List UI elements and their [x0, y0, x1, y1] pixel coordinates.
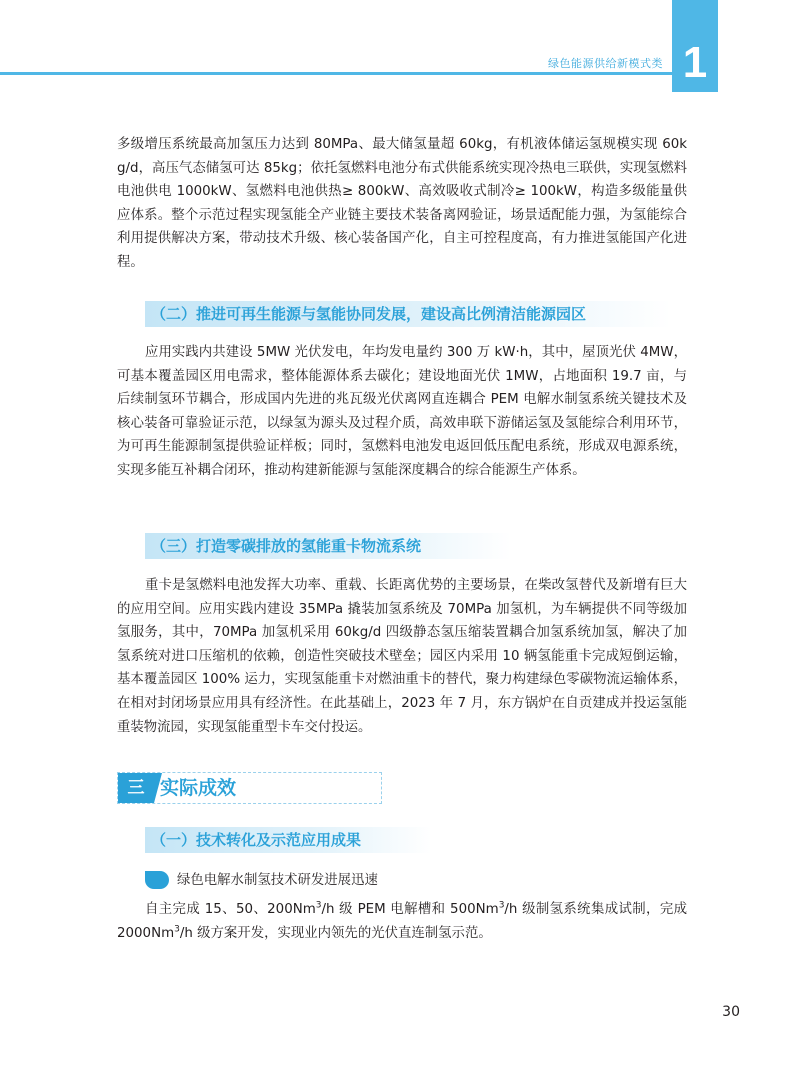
chapter-tab: [672, 0, 718, 92]
p4-sup-2: 3: [498, 900, 505, 911]
bullet-heading-text: 绿色电解水制氢技术研发进展迅速: [177, 873, 378, 888]
running-header: 绿色能源供给新模式类: [548, 57, 663, 70]
p4-text-a: 自主完成 15、50、200Nm: [145, 902, 316, 917]
p4-sup-1: 3: [315, 900, 322, 911]
part-title: 实际成效: [160, 777, 237, 799]
header-rule: [0, 72, 672, 75]
page-number: 30: [722, 1004, 740, 1020]
section-heading-3: （三）打造零碳排放的氢能重卡物流系统: [145, 533, 511, 559]
paragraph-2: 应用实践内共建设 5MW 光伏发电，年均发电量约 300 万 kW·h，其中，屋顶光伏 4MW，可基本覆盖园区用电需求，整体能源体系去碳化；建设地面光伏 1MW，占地面积 19.7 亩，与后续制氢环节耦合，形成国内先进的兆瓦级光伏离网直连耦合 PEM 电解水制氢系统关键技术及核心装备可靠验证示范，以绿氢为源头及过程介质，高效串联下游储运氢及氢能综合利用环节，为可再生能源制氢提供验证样板；同时，氢燃料电池发电返回低压配电系统，形成双电源系统，实现多能互补耦合闭环，推动构建新能源与氢能深度耦合的综合能源生产体系。: [117, 345, 687, 478]
part-badge: 三: [118, 773, 154, 803]
section-heading-sub1: （一）技术转化及示范应用成果: [145, 827, 431, 853]
part-heading: [117, 772, 382, 804]
p4-sup-3: 3: [174, 924, 180, 935]
paragraph-4: [117, 898, 687, 945]
section-heading-2: （二）推进可再生能源与氢能协同发展，建设高比例清洁能源园区: [145, 301, 671, 327]
p4-text-c: /h 级制氢系统集成试制，完成 2000Nm: [117, 902, 687, 941]
bullet-marker-icon: [145, 871, 169, 889]
chapter-number: 1: [682, 38, 708, 87]
paragraph-1: 多级增压系统最高加氢压力达到 80MPa、最大储氢量超 60kg，有机液体储运氢规模实现 60kg/d，高压气态储氢可达 85kg；依托氢燃料电池分布式供能系统实现冷热电三联供，实现氢燃料电池供电 1000kW、氢燃料电池供热≥ 800kW、高效吸收式制冷≥ 100kW，构造多级能量供应体系。整个示范过程实现氢能全产业链主要技术装备离网验证，场景适配能力强，为氢能综合利用提供解决方案，带动技术升级、核心装备国产化，自主可控程度高，有力推进氢能国产化进程。: [117, 137, 687, 270]
p4-text-b: /h 级 PEM 电解槽和 500Nm: [321, 902, 499, 917]
p4-text-d: /h 级方案开发，实现业内领先的光伏直连制氢示范。: [179, 925, 492, 941]
paragraph-3: 重卡是氢燃料电池发挥大功率、重载、长距离优势的主要场景，在柴改氢替代及新增有巨大的应用空间。应用实践内建设 35MPa 撬装加氢系统及 70MPa 加氢机，为车辆提供不同等级加氢服务，其中，70MPa 加氢机采用 60kg/d 四级静态氢压缩装置耦合加氢系统加氢，解决了加氢系统对进口压缩机的依赖，创造性突破技术壁垒；园区内采用 10 辆氢能重卡完成短倒运输，基本覆盖园区 100% 运力，实现氢能重卡对燃油重卡的替代，聚力构建绿色零碳物流运输体系，在相对封闭场景应用具有经济性。在此基础上，2023 年 7 月，东方锅炉在自贡建成并投运氢能重装物流园，实现氢能重型卡车交付投运。: [117, 578, 687, 735]
